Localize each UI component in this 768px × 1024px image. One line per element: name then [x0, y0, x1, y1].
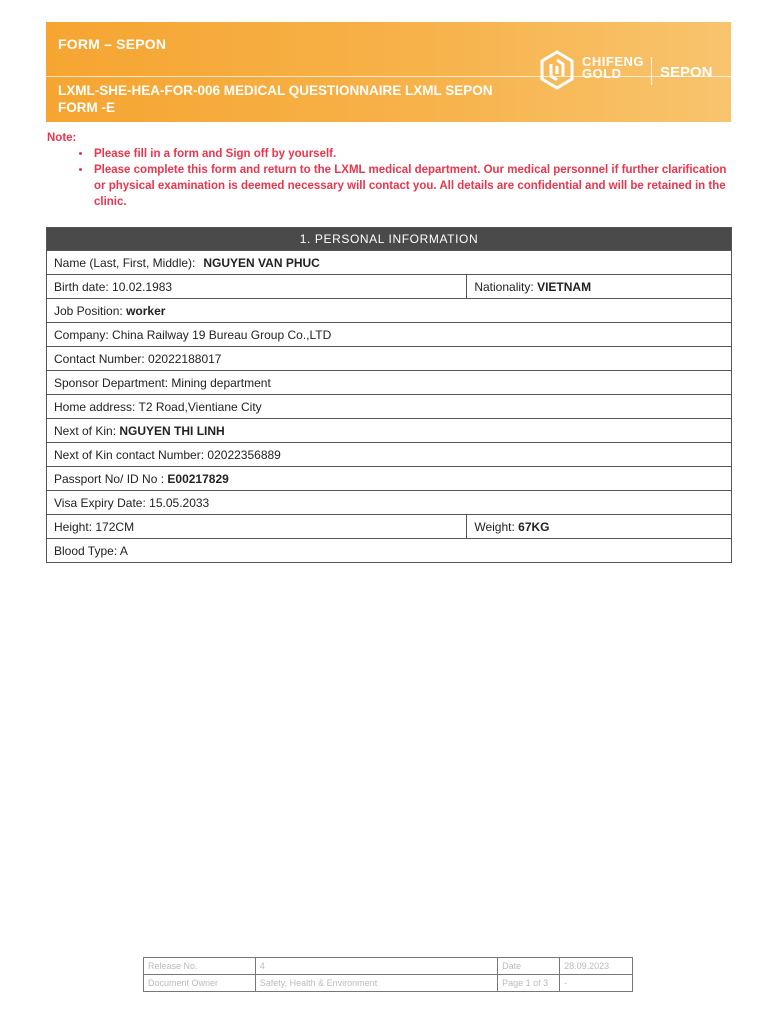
company-field[interactable] [47, 323, 732, 347]
next-of-kin-label: Next of Kin: [54, 423, 117, 438]
note-item: • Please fill in a form and Sign off by yourself. [92, 146, 737, 162]
passport-label: Passport No/ ID No : [54, 471, 165, 486]
table-row [144, 958, 633, 975]
visa-expiry-field[interactable] [47, 491, 732, 515]
form-title: LXML-SHE-HEA-FOR-006 MEDICAL QUESTIONNAIRE LXML SEPON FORM -E [58, 83, 493, 115]
birth-date-label: Birth date: [54, 279, 109, 294]
table-row [47, 491, 732, 515]
document-control-footer [143, 957, 633, 992]
nationality-label: Nationality: [474, 279, 534, 294]
table-row [47, 251, 732, 275]
job-position-field[interactable] [47, 299, 732, 323]
home-address-value: T2 Road,Vientiane City [138, 399, 262, 414]
table-row [47, 323, 732, 347]
weight-field[interactable] [467, 515, 732, 539]
table-row [47, 419, 732, 443]
nationality-value: VIETNAM [537, 279, 592, 294]
sponsor-department-value: Mining department [171, 375, 271, 390]
blood-type-field[interactable] [47, 539, 732, 563]
form-label: FORM – SEPON [58, 36, 167, 52]
section-header: 1. PERSONAL INFORMATION [47, 228, 732, 251]
logo-brand: SEPON [660, 64, 713, 81]
next-of-kin-field[interactable] [47, 419, 732, 443]
height-field[interactable] [47, 515, 467, 539]
logo-line-2: GOLD [582, 66, 622, 81]
visa-expiry-value: 15.05.2033 [149, 495, 210, 510]
owner-value: Safety, Health & Environment [255, 975, 497, 992]
weight-value: 67KG [518, 519, 550, 534]
passport-field[interactable] [47, 467, 732, 491]
table-row [47, 299, 732, 323]
table-row [47, 443, 732, 467]
logo-separator [651, 57, 652, 85]
owner-label: Document Owner [144, 975, 256, 992]
note-label: Note: [47, 132, 77, 144]
sponsor-department-field[interactable] [47, 371, 732, 395]
birth-date-value: 10.02.1983 [112, 279, 173, 294]
company-logo [540, 48, 730, 94]
note-block [47, 130, 737, 210]
table-row [47, 395, 732, 419]
visa-expiry-label: Visa Expiry Date: [54, 495, 146, 510]
next-of-kin-value: NGUYEN THI LINH [119, 423, 225, 438]
job-position-label: Job Position: [54, 303, 123, 318]
height-value: 172CM [95, 519, 135, 534]
chifeng-logo-icon [540, 50, 574, 90]
company-value: China Railway 19 Bureau Group Co.,LTD [112, 327, 332, 342]
note-item: • Please complete this form and return to the LXML medical department. Our medical personnel if further clarification or physical examination is deemed necessary will contact you. All details are confidential and will be retained in the clinic. [92, 162, 737, 210]
contact-number-value: 02022188017 [148, 351, 222, 366]
job-position-value: worker [126, 303, 166, 318]
nationality-field[interactable] [467, 275, 732, 299]
name-label: Name (Last, First, Middle): [54, 255, 196, 270]
contact-number-field[interactable] [47, 347, 732, 371]
release-label: Release No. [144, 958, 256, 975]
date-label: Date [498, 958, 560, 975]
personal-information-table [46, 227, 732, 563]
blood-type-value: A [119, 543, 128, 558]
logo-line-1: CHIFENG [582, 54, 644, 69]
home-address-label: Home address: [54, 399, 136, 414]
table-row [47, 347, 732, 371]
page-number: Page 1 of 3 [498, 975, 560, 992]
table-row [47, 371, 732, 395]
company-label: Company: [54, 327, 109, 342]
table-row [47, 275, 732, 299]
logo-company-name [582, 56, 644, 80]
next-of-kin-contact-value: 02022356889 [207, 447, 281, 462]
height-label: Height: [54, 519, 93, 534]
table-row [47, 467, 732, 491]
header-banner [46, 22, 731, 122]
next-of-kin-contact-label: Next of Kin contact Number: [54, 447, 205, 462]
date-value: 28.09.2023 [560, 958, 633, 975]
table-row [47, 539, 732, 563]
table-row [47, 515, 732, 539]
note-list [47, 146, 737, 210]
name-value: NGUYEN VAN PHUC [203, 255, 320, 270]
next-of-kin-contact-field[interactable] [47, 443, 732, 467]
weight-label: Weight: [474, 519, 515, 534]
release-value: 4 [255, 958, 497, 975]
name-field[interactable] [47, 251, 732, 275]
birth-date-field[interactable] [47, 275, 467, 299]
page-extra: - [560, 975, 633, 992]
home-address-field[interactable] [47, 395, 732, 419]
sponsor-department-label: Sponsor Department: [54, 375, 169, 390]
passport-value: E00217829 [167, 471, 229, 486]
contact-number-label: Contact Number: [54, 351, 145, 366]
table-row [144, 975, 633, 992]
blood-type-label: Blood Type: [54, 543, 118, 558]
